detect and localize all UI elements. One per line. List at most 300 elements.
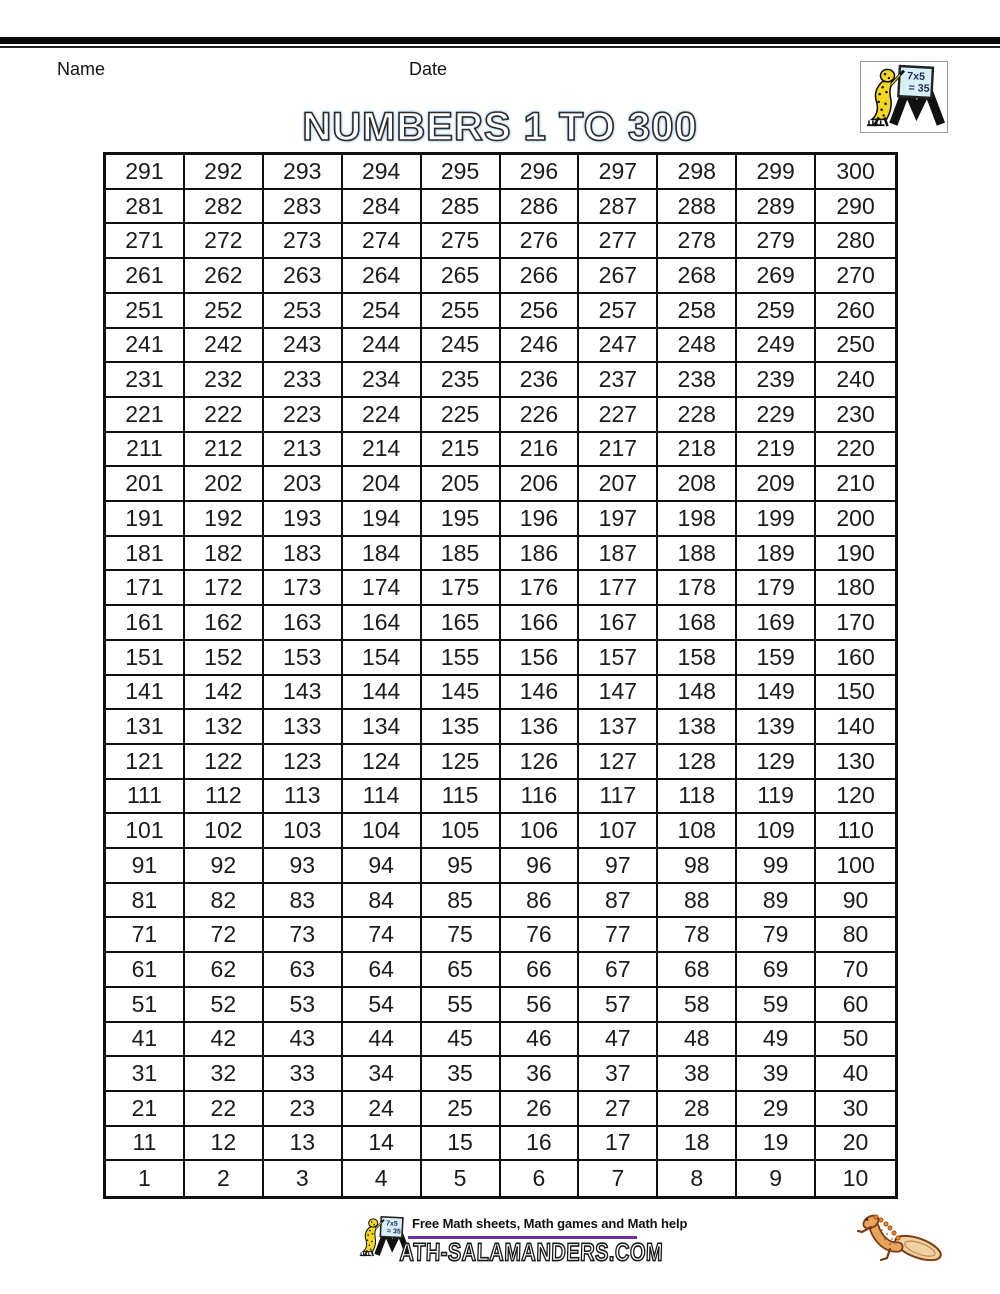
- grid-cell: 282: [185, 190, 264, 225]
- grid-cell: 68: [658, 953, 737, 988]
- grid-cell: 131: [106, 710, 185, 745]
- grid-cell: 116: [501, 780, 580, 815]
- grid-cell: 213: [264, 433, 343, 468]
- grid-cell: 182: [185, 537, 264, 572]
- grid-cell: 111: [106, 780, 185, 815]
- grid-cell: 32: [185, 1057, 264, 1092]
- grid-cell: 27: [579, 1092, 658, 1127]
- grid-cell: 31: [106, 1057, 185, 1092]
- grid-cell: 293: [264, 155, 343, 190]
- grid-cell: 300: [816, 155, 895, 190]
- grid-cell: 283: [264, 190, 343, 225]
- grid-cell: 260: [816, 294, 895, 329]
- grid-cell: 232: [185, 363, 264, 398]
- grid-cell: 85: [422, 884, 501, 919]
- name-label: Name: [57, 59, 106, 79]
- grid-cell: 155: [422, 641, 501, 676]
- grid-cell: 273: [264, 224, 343, 259]
- grid-cell: 105: [422, 814, 501, 849]
- grid-cell: 212: [185, 433, 264, 468]
- grid-cell: 78: [658, 918, 737, 953]
- grid-cell: 100: [816, 849, 895, 884]
- grid-cell: 153: [264, 641, 343, 676]
- date-label: Date: [409, 59, 448, 79]
- grid-cell: 90: [816, 884, 895, 919]
- grid-cell: 67: [579, 953, 658, 988]
- grid-cell: 215: [422, 433, 501, 468]
- grid-cell: 41: [106, 1023, 185, 1058]
- grid-cell: 60: [816, 988, 895, 1023]
- grid-cell: 156: [501, 641, 580, 676]
- grid-cell: 267: [579, 259, 658, 294]
- grid-cell: 254: [343, 294, 422, 329]
- grid-cell: 219: [737, 433, 816, 468]
- grid-cell: 101: [106, 814, 185, 849]
- grid-cell: 250: [816, 329, 895, 364]
- grid-cell: 185: [422, 537, 501, 572]
- grid-cell: 204: [343, 467, 422, 502]
- grid-cell: 171: [106, 571, 185, 606]
- grid-cell: 287: [579, 190, 658, 225]
- page-title: NUMBERS 1 TO 300: [302, 105, 698, 149]
- grid-cell: 26: [501, 1092, 580, 1127]
- grid-cell: 45: [422, 1023, 501, 1058]
- grid-cell: 229: [737, 398, 816, 433]
- grid-cell: 76: [501, 918, 580, 953]
- grid-cell: 135: [422, 710, 501, 745]
- grid-cell: 46: [501, 1023, 580, 1058]
- grid-cell: 108: [658, 814, 737, 849]
- grid-cell: 235: [422, 363, 501, 398]
- grid-cell: 122: [185, 745, 264, 780]
- grid-cell: 184: [343, 537, 422, 572]
- grid-cell: 123: [264, 745, 343, 780]
- grid-cell: 240: [816, 363, 895, 398]
- grid-cell: 48: [658, 1023, 737, 1058]
- grid-cell: 227: [579, 398, 658, 433]
- grid-cell: 195: [422, 502, 501, 537]
- grid-cell: 190: [816, 537, 895, 572]
- grid-cell: 209: [737, 467, 816, 502]
- grid-cell: 44: [343, 1023, 422, 1058]
- board-equation-line1: 7x5: [906, 70, 926, 84]
- grid-cell: 21: [106, 1092, 185, 1127]
- grid-cell: 114: [343, 780, 422, 815]
- grid-cell: 186: [501, 537, 580, 572]
- grid-cell: 224: [343, 398, 422, 433]
- grid-cell: 166: [501, 606, 580, 641]
- grid-cell: 125: [422, 745, 501, 780]
- grid-cell: 119: [737, 780, 816, 815]
- grid-cell: 262: [185, 259, 264, 294]
- grid-cell: 83: [264, 884, 343, 919]
- grid-cell: 200: [816, 502, 895, 537]
- grid-cell: 103: [264, 814, 343, 849]
- grid-cell: 23: [264, 1092, 343, 1127]
- grid-cell: 247: [579, 329, 658, 364]
- grid-cell: 251: [106, 294, 185, 329]
- grid-cell: 205: [422, 467, 501, 502]
- grid-cell: 220: [816, 433, 895, 468]
- grid-cell: 270: [816, 259, 895, 294]
- top-rule-thin: [0, 46, 1000, 48]
- grid-cell: 221: [106, 398, 185, 433]
- grid-cell: 149: [737, 676, 816, 711]
- grid-cell: 238: [658, 363, 737, 398]
- footer-tagline: Free Math sheets, Math games and Math help: [412, 1216, 688, 1231]
- grid-cell: 207: [579, 467, 658, 502]
- grid-cell: 74: [343, 918, 422, 953]
- grid-cell: 167: [579, 606, 658, 641]
- grid-cell: 241: [106, 329, 185, 364]
- grid-cell: 42: [185, 1023, 264, 1058]
- grid-cell: 271: [106, 224, 185, 259]
- grid-cell: 72: [185, 918, 264, 953]
- grid-cell: 29: [737, 1092, 816, 1127]
- grid-cell: 11: [106, 1127, 185, 1162]
- grid-cell: 199: [737, 502, 816, 537]
- grid-cell: 93: [264, 849, 343, 884]
- grid-cell: 177: [579, 571, 658, 606]
- grid-cell: 146: [501, 676, 580, 711]
- grid-cell: 150: [816, 676, 895, 711]
- grid-cell: 89: [737, 884, 816, 919]
- grid-cell: 145: [422, 676, 501, 711]
- grid-cell: 151: [106, 641, 185, 676]
- grid-cell: 217: [579, 433, 658, 468]
- grid-cell: 252: [185, 294, 264, 329]
- grid-cell: 54: [343, 988, 422, 1023]
- grid-cell: 243: [264, 329, 343, 364]
- grid-cell: 286: [501, 190, 580, 225]
- grid-cell: 109: [737, 814, 816, 849]
- grid-cell: 284: [343, 190, 422, 225]
- grid-cell: 18: [658, 1127, 737, 1162]
- grid-cell: 173: [264, 571, 343, 606]
- grid-cell: 110: [816, 814, 895, 849]
- grid-cell: 8: [658, 1161, 737, 1196]
- grid-cell: 248: [658, 329, 737, 364]
- grid-cell: 297: [579, 155, 658, 190]
- grid-cell: 295: [422, 155, 501, 190]
- grid-cell: 96: [501, 849, 580, 884]
- grid-cell: 202: [185, 467, 264, 502]
- grid-cell: 133: [264, 710, 343, 745]
- grid-cell: 62: [185, 953, 264, 988]
- grid-cell: 129: [737, 745, 816, 780]
- grid-cell: 245: [422, 329, 501, 364]
- grid-cell: 154: [343, 641, 422, 676]
- grid-cell: 130: [816, 745, 895, 780]
- grid-cell: 12: [185, 1127, 264, 1162]
- grid-cell: 197: [579, 502, 658, 537]
- grid-cell: 226: [501, 398, 580, 433]
- grid-cell: 49: [737, 1023, 816, 1058]
- grid-cell: 139: [737, 710, 816, 745]
- grid-cell: 107: [579, 814, 658, 849]
- grid-cell: 36: [501, 1057, 580, 1092]
- top-rule-thick: [0, 37, 1000, 44]
- board-equation-line2: = 35: [908, 81, 930, 95]
- grid-cell: 9: [737, 1161, 816, 1196]
- grid-cell: 264: [343, 259, 422, 294]
- grid-cell: 291: [106, 155, 185, 190]
- grid-cell: 126: [501, 745, 580, 780]
- grid-cell: 137: [579, 710, 658, 745]
- grid-cell: 14: [343, 1127, 422, 1162]
- grid-cell: 233: [264, 363, 343, 398]
- grid-cell: 296: [501, 155, 580, 190]
- grid-cell: 234: [343, 363, 422, 398]
- grid-cell: 120: [816, 780, 895, 815]
- grid-cell: 246: [501, 329, 580, 364]
- grid-cell: 98: [658, 849, 737, 884]
- grid-cell: 223: [264, 398, 343, 433]
- grid-cell: 147: [579, 676, 658, 711]
- number-grid: [103, 152, 898, 1199]
- grid-cell: 192: [185, 502, 264, 537]
- grid-cell: 16: [501, 1127, 580, 1162]
- grid-cell: 13: [264, 1127, 343, 1162]
- grid-cell: 259: [737, 294, 816, 329]
- grid-cell: 1: [106, 1161, 185, 1196]
- grid-cell: 256: [501, 294, 580, 329]
- grid-cell: 242: [185, 329, 264, 364]
- grid-cell: 25: [422, 1092, 501, 1127]
- grid-cell: 281: [106, 190, 185, 225]
- grid-cell: 288: [658, 190, 737, 225]
- grid-cell: 162: [185, 606, 264, 641]
- grid-cell: 121: [106, 745, 185, 780]
- grid-cell: 198: [658, 502, 737, 537]
- grid-cell: 180: [816, 571, 895, 606]
- grid-cell: 255: [422, 294, 501, 329]
- grid-cell: 124: [343, 745, 422, 780]
- grid-cell: 80: [816, 918, 895, 953]
- grid-cell: 292: [185, 155, 264, 190]
- grid-cell: 3: [264, 1161, 343, 1196]
- grid-cell: 128: [658, 745, 737, 780]
- grid-cell: 91: [106, 849, 185, 884]
- grid-cell: 176: [501, 571, 580, 606]
- grid-cell: 169: [737, 606, 816, 641]
- grid-cell: 95: [422, 849, 501, 884]
- grid-cell: 4: [343, 1161, 422, 1196]
- grid-cell: 132: [185, 710, 264, 745]
- grid-cell: 127: [579, 745, 658, 780]
- grid-cell: 158: [658, 641, 737, 676]
- grid-cell: 253: [264, 294, 343, 329]
- grid-cell: 7: [579, 1161, 658, 1196]
- grid-cell: 175: [422, 571, 501, 606]
- grid-cell: 75: [422, 918, 501, 953]
- grid-cell: 136: [501, 710, 580, 745]
- grid-cell: 99: [737, 849, 816, 884]
- grid-cell: 6: [501, 1161, 580, 1196]
- grid-cell: 189: [737, 537, 816, 572]
- grid-cell: 22: [185, 1092, 264, 1127]
- grid-cell: 203: [264, 467, 343, 502]
- grid-cell: 277: [579, 224, 658, 259]
- grid-cell: 237: [579, 363, 658, 398]
- grid-cell: 269: [737, 259, 816, 294]
- grid-cell: 188: [658, 537, 737, 572]
- grid-cell: 17: [579, 1127, 658, 1162]
- grid-cell: 272: [185, 224, 264, 259]
- grid-cell: 63: [264, 953, 343, 988]
- grid-cell: 157: [579, 641, 658, 676]
- grid-cell: 258: [658, 294, 737, 329]
- grid-cell: 143: [264, 676, 343, 711]
- grid-cell: 70: [816, 953, 895, 988]
- grid-cell: 5: [422, 1161, 501, 1196]
- grid-cell: 81: [106, 884, 185, 919]
- grid-cell: 274: [343, 224, 422, 259]
- grid-cell: 106: [501, 814, 580, 849]
- grid-cell: 268: [658, 259, 737, 294]
- grid-cell: 290: [816, 190, 895, 225]
- grid-cell: 261: [106, 259, 185, 294]
- grid-cell: 266: [501, 259, 580, 294]
- grid-cell: 160: [816, 641, 895, 676]
- grid-cell: 210: [816, 467, 895, 502]
- grid-cell: 278: [658, 224, 737, 259]
- grid-cell: 58: [658, 988, 737, 1023]
- grid-cell: 222: [185, 398, 264, 433]
- grid-cell: 228: [658, 398, 737, 433]
- grid-cell: 244: [343, 329, 422, 364]
- grid-cell: 134: [343, 710, 422, 745]
- grid-cell: 231: [106, 363, 185, 398]
- grid-cell: 181: [106, 537, 185, 572]
- grid-cell: 178: [658, 571, 737, 606]
- grid-cell: 152: [185, 641, 264, 676]
- grid-cell: 77: [579, 918, 658, 953]
- grid-cell: 117: [579, 780, 658, 815]
- grid-cell: 280: [816, 224, 895, 259]
- grid-cell: 275: [422, 224, 501, 259]
- grid-cell: 86: [501, 884, 580, 919]
- grid-cell: 115: [422, 780, 501, 815]
- grid-cell: 57: [579, 988, 658, 1023]
- grid-cell: 28: [658, 1092, 737, 1127]
- grid-cell: 239: [737, 363, 816, 398]
- grid-cell: 37: [579, 1057, 658, 1092]
- grid-cell: 61: [106, 953, 185, 988]
- grid-cell: 53: [264, 988, 343, 1023]
- grid-cell: 65: [422, 953, 501, 988]
- grid-cell: 216: [501, 433, 580, 468]
- grid-cell: 172: [185, 571, 264, 606]
- grid-cell: 183: [264, 537, 343, 572]
- grid-cell: 66: [501, 953, 580, 988]
- orange-salamander-icon: [856, 1206, 944, 1271]
- grid-cell: 34: [343, 1057, 422, 1092]
- grid-cell: 38: [658, 1057, 737, 1092]
- grid-cell: 138: [658, 710, 737, 745]
- grid-cell: 148: [658, 676, 737, 711]
- grid-cell: 196: [501, 502, 580, 537]
- grid-cell: 15: [422, 1127, 501, 1162]
- grid-cell: 118: [658, 780, 737, 815]
- grid-cell: 161: [106, 606, 185, 641]
- grid-cell: 113: [264, 780, 343, 815]
- grid-cell: 94: [343, 849, 422, 884]
- grid-cell: 257: [579, 294, 658, 329]
- grid-cell: 193: [264, 502, 343, 537]
- grid-cell: 289: [737, 190, 816, 225]
- grid-cell: 142: [185, 676, 264, 711]
- site-wordmark: ATH-SALAMANDERS.COM: [399, 1239, 664, 1267]
- grid-cell: 170: [816, 606, 895, 641]
- grid-cell: 92: [185, 849, 264, 884]
- grid-cell: 191: [106, 502, 185, 537]
- grid-cell: 279: [737, 224, 816, 259]
- grid-cell: 194: [343, 502, 422, 537]
- grid-cell: 2: [185, 1161, 264, 1196]
- grid-cell: 112: [185, 780, 264, 815]
- grid-cell: 276: [501, 224, 580, 259]
- grid-cell: 47: [579, 1023, 658, 1058]
- grid-cell: 211: [106, 433, 185, 468]
- grid-cell: 59: [737, 988, 816, 1023]
- grid-cell: 249: [737, 329, 816, 364]
- grid-cell: 30: [816, 1092, 895, 1127]
- grid-cell: 40: [816, 1057, 895, 1092]
- grid-cell: 201: [106, 467, 185, 502]
- grid-cell: 174: [343, 571, 422, 606]
- grid-cell: 299: [737, 155, 816, 190]
- grid-cell: 51: [106, 988, 185, 1023]
- grid-cell: 179: [737, 571, 816, 606]
- grid-cell: 230: [816, 398, 895, 433]
- grid-cell: 165: [422, 606, 501, 641]
- grid-cell: 218: [658, 433, 737, 468]
- grid-cell: 140: [816, 710, 895, 745]
- grid-cell: 168: [658, 606, 737, 641]
- grid-cell: 159: [737, 641, 816, 676]
- grid-cell: 33: [264, 1057, 343, 1092]
- grid-cell: 285: [422, 190, 501, 225]
- grid-cell: 24: [343, 1092, 422, 1127]
- grid-cell: 236: [501, 363, 580, 398]
- grid-cell: 56: [501, 988, 580, 1023]
- grid-cell: 97: [579, 849, 658, 884]
- grid-cell: 294: [343, 155, 422, 190]
- grid-cell: 208: [658, 467, 737, 502]
- grid-cell: 265: [422, 259, 501, 294]
- grid-cell: 164: [343, 606, 422, 641]
- grid-cell: 69: [737, 953, 816, 988]
- grid-cell: 206: [501, 467, 580, 502]
- grid-cell: 55: [422, 988, 501, 1023]
- grid-cell: 79: [737, 918, 816, 953]
- grid-cell: 141: [106, 676, 185, 711]
- grid-cell: 43: [264, 1023, 343, 1058]
- grid-cell: 82: [185, 884, 264, 919]
- grid-cell: 39: [737, 1057, 816, 1092]
- grid-cell: 52: [185, 988, 264, 1023]
- grid-cell: 298: [658, 155, 737, 190]
- grid-cell: 10: [842, 1165, 869, 1192]
- grid-cell: 163: [264, 606, 343, 641]
- grid-cell: 88: [658, 884, 737, 919]
- grid-cell: 225: [422, 398, 501, 433]
- grid-cell: 35: [422, 1057, 501, 1092]
- grid-cell: 102: [185, 814, 264, 849]
- grid-cell: 214: [343, 433, 422, 468]
- grid-cell: 19: [737, 1127, 816, 1162]
